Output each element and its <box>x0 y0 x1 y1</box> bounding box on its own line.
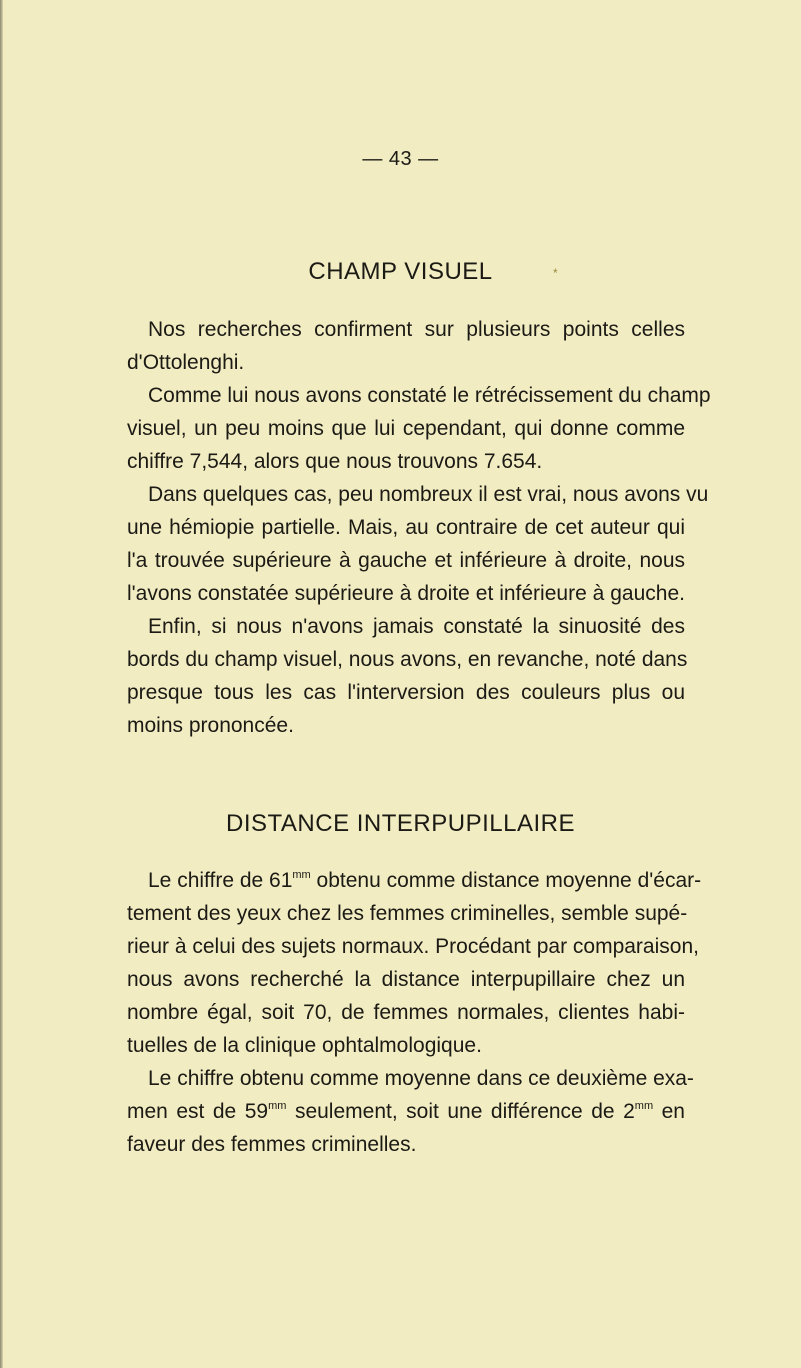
text-line: Enfin, si nous n'avons jamais constaté la sinuosité des <box>148 615 685 638</box>
text-line: Comme lui nous avons constaté le rétrécissement du champ <box>148 384 711 407</box>
page-number: — 43 — <box>362 148 439 170</box>
section-title-distance-interpupillaire: DISTANCE INTERPUPILLAIRE <box>226 810 575 837</box>
text-line: bords du champ visuel, nous avons, en revanche, noté dans <box>127 648 688 671</box>
text-line: tement des yeux chez les femmes criminelles, semble supé- <box>127 902 688 925</box>
unit-superscript: mm <box>634 1100 654 1112</box>
text-run: men est de 59 <box>127 1100 269 1123</box>
text-line: nombre égal, soit 70, de femmes normales, clientes habi- <box>127 1001 685 1024</box>
text-line: rieur à celui des sujets normaux. Procédant par comparaison, <box>127 935 699 958</box>
paragraph <box>127 1062 694 1161</box>
text-line: Le chiffre obtenu comme moyenne dans ce deuxième exa- <box>148 1067 694 1090</box>
paragraph <box>127 478 709 610</box>
paragraph <box>127 313 685 379</box>
text-line: chiffre 7,544, alors que nous trouvons 7.654. <box>127 450 543 473</box>
unit-superscript: mm <box>268 1100 287 1112</box>
text-line: tuelles de la clinique ophtalmologique. <box>127 1034 482 1057</box>
text-line: presque tous les cas l'interversion des couleurs plus ou <box>127 681 685 704</box>
text-line: d'Ottolenghi. <box>127 351 245 374</box>
text-line: Nos recherches confirment sur plusieurs points celles <box>148 318 685 341</box>
text-line: faveur des femmes criminelles. <box>127 1133 417 1156</box>
text-line <box>127 1095 685 1128</box>
text-line: nous avons recherché la distance interpupillaire chez un <box>127 968 685 991</box>
text-line: l'avons constatée supérieure à droite et inférieure à gauche. <box>127 582 685 605</box>
section-title-champ-visuel: CHAMP VISUEL <box>308 258 493 285</box>
text-line: une hémiopie partielle. Mais, au contraire de cet auteur qui <box>127 516 685 539</box>
paragraph <box>127 379 711 478</box>
paragraph <box>127 610 688 742</box>
text-run: obtenu comme distance moyenne d'écar- <box>310 869 702 892</box>
text-line: l'a trouvée supérieure à gauche et inférieure à droite, nous <box>127 549 685 572</box>
page-edge <box>0 0 3 1368</box>
text-line: Dans quelques cas, peu nombreux il est vrai, nous avons vu <box>148 483 709 506</box>
text-run: Le chiffre de 61 <box>148 869 293 892</box>
paragraph <box>127 864 702 1062</box>
text-line: moins prononcée. <box>127 714 294 737</box>
text-run: seulement, soit une différence de 2 <box>286 1100 635 1123</box>
text-line <box>127 864 702 897</box>
text-line: visuel, un peu moins que lui cependant, qui donne comme <box>127 417 685 440</box>
unit-superscript: mm <box>292 869 311 881</box>
text-run: en <box>653 1100 685 1123</box>
ornament-mark: * <box>553 266 558 280</box>
